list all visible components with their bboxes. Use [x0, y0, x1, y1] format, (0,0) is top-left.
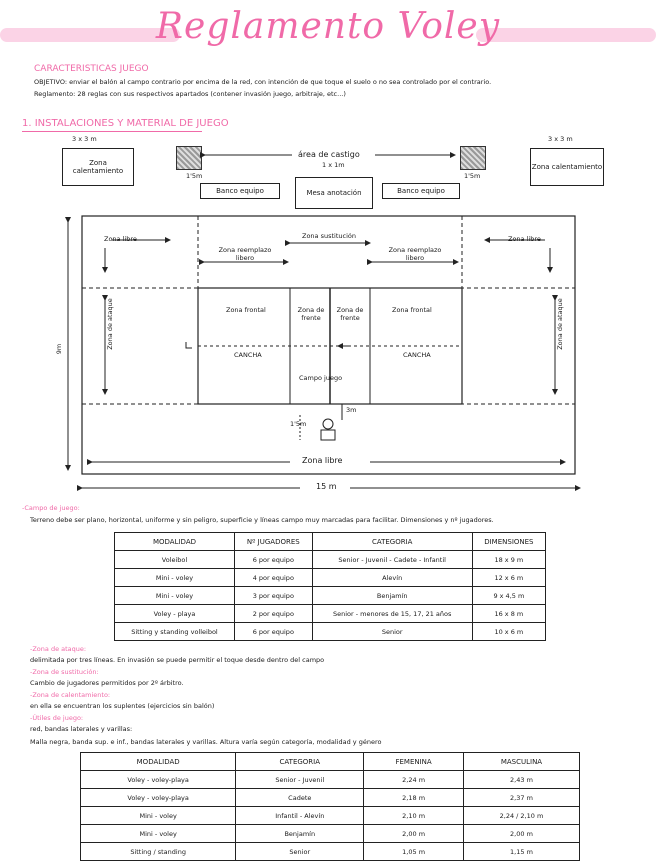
objetivo-text: OBJETIVO: enviar el balón al campo contrario por encima de la red, con intención de que toque el suelo o no sea controlado por el contrario.	[34, 78, 492, 86]
zona-de-ataque-right: Zona de ataque	[555, 298, 564, 350]
table-cell: Voley - voley-playa	[81, 789, 236, 807]
table-row	[115, 623, 546, 641]
table-cell: 18 x 9 m	[472, 551, 545, 569]
red-text: Malla negra, banda sup. e inf., bandas laterales y varillas. Altura varía según categoría, modalidad y género	[30, 738, 382, 746]
zona-libre-tr: Zona libre	[508, 235, 541, 243]
table-cell: 2,37 m	[463, 789, 579, 807]
zona-libre-tl: Zona libre	[104, 235, 137, 243]
section1-heading: 1. INSTALACIONES Y MATERIAL DE JUEGO	[22, 118, 229, 129]
zona-sustitucion-label: Zona sustitución	[302, 232, 356, 240]
zona-libre-bottom: Zona libre	[302, 456, 343, 465]
cancha-right: CANCHA	[403, 351, 431, 359]
zona-calentamiento-size-right: 3 x 3 m	[548, 135, 573, 143]
zona-calentamiento-left: Zona calentamiento	[62, 148, 134, 186]
zona-calentamiento-size-left: 3 x 3 m	[72, 135, 97, 143]
table2-header: MASCULINA	[463, 753, 579, 771]
table-cell: 2,00 m	[463, 825, 579, 843]
zona-calentamiento-right: Zona calentamiento	[530, 148, 604, 186]
reglamento-text: Reglamento: 28 reglas con sus respectivos apartados (contener invasión juego, arbitraje, etc...)	[34, 90, 346, 98]
zona-calentamiento-heading: -Zona de calentamiento:	[30, 691, 111, 699]
table-cell: 1,05 m	[364, 843, 464, 861]
table-cell: Voley - voley-playa	[81, 771, 236, 789]
table2-header: FEMENINA	[364, 753, 464, 771]
table2-header: MODALIDAD	[81, 753, 236, 771]
area-castigo-size: 1 x 1m	[322, 161, 345, 169]
table-cell: Voleibol	[115, 551, 235, 569]
table-cell: 4 por equipo	[235, 569, 313, 587]
utiles-juego-text: red, bandas laterales y varillas:	[30, 725, 133, 733]
campo-juego-text: Terreno debe ser plano, horizontal, uniforme y sin peligro, superficie y líneas campo muy marcadas para facilitar. Dimensiones y nº jugadores.	[30, 516, 494, 524]
table-cell: Alevín	[312, 569, 472, 587]
table-cell: 2,18 m	[364, 789, 464, 807]
table-cell: 2,00 m	[364, 825, 464, 843]
table-cell: Benjamín	[236, 825, 364, 843]
zona-ataque-label: -Zona de ataque:	[30, 645, 87, 653]
zona-de-frente-right: Zona de frente	[336, 306, 364, 322]
zona-reemplazo-right: Zona reemplazo libero	[388, 246, 442, 262]
cancha-left: CANCHA	[234, 351, 262, 359]
table-cell: Mini - voley	[81, 807, 236, 825]
table-row	[81, 843, 580, 861]
table-cell: Mini - voley	[81, 825, 236, 843]
zona-de-frente-left: Zona de frente	[297, 306, 325, 322]
table-row	[115, 551, 546, 569]
table-row	[81, 807, 580, 825]
table-cell: Senior	[236, 843, 364, 861]
zona-sustitucion-text: Cambio de jugadores permitidos por 2º árbitro.	[30, 679, 184, 687]
caracteristicas-heading: CARACTERISTICAS JUEGO	[34, 64, 149, 74]
table1-header: CATEGORIA	[312, 533, 472, 551]
table1-header: Nº JUGADORES	[235, 533, 313, 551]
table-cell: Mini - voley	[115, 587, 235, 605]
table-cell: Senior	[312, 623, 472, 641]
table-row	[81, 771, 580, 789]
zona-calentamiento-text: en ella se encuentran los suplentes (ejercicios sin balón)	[30, 702, 215, 710]
table-row	[115, 569, 546, 587]
table-cell: 2,43 m	[463, 771, 579, 789]
table-cell: 2,24 / 2,10 m	[463, 807, 579, 825]
table-cell: 12 x 6 m	[472, 569, 545, 587]
table-row	[115, 605, 546, 623]
zona-reemplazo-left: Zona reemplazo libero	[218, 246, 272, 262]
table-cell: Sitting / standing	[81, 843, 236, 861]
area-castigo-label: área de castigo	[298, 150, 360, 159]
table-cell: 2,24 m	[364, 771, 464, 789]
table-modalidades	[114, 532, 546, 641]
zona-frontal-right: Zona frontal	[392, 306, 432, 314]
dist-1-5m: 1'5m	[290, 420, 307, 428]
table-cell: 16 x 8 m	[472, 605, 545, 623]
table-row	[115, 587, 546, 605]
table-cell: Voley - playa	[115, 605, 235, 623]
mesa-anotacion: Mesa anotación	[295, 177, 373, 209]
dist-3m: 3m	[346, 406, 357, 414]
table-cell: Benjamín	[312, 587, 472, 605]
table-cell: Senior - Juvenil	[236, 771, 364, 789]
table-cell: Cadete	[236, 789, 364, 807]
zona-frontal-left: Zona frontal	[226, 306, 266, 314]
table-cell: Senior - menores de 15, 17, 21 años	[312, 605, 472, 623]
table1-header: MODALIDAD	[115, 533, 235, 551]
zona-ataque-text: delimitada por tres líneas. En invasión se puede permitir el toque desde dentro del campo	[30, 656, 325, 664]
page-title: Reglamento Voley	[155, 6, 501, 47]
dim-9m: 9m	[55, 343, 64, 355]
banco-equipo-left: Banco equipo	[200, 183, 280, 199]
table-cell: 2 por equipo	[235, 605, 313, 623]
banco-equipo-right: Banco equipo	[382, 183, 460, 199]
table2-header: CATEGORIA	[236, 753, 364, 771]
zona-sustitucion-heading: -Zona de sustitución:	[30, 668, 99, 676]
table-row	[81, 825, 580, 843]
table-cell: 10 x 6 m	[472, 623, 545, 641]
table-cell: 2,10 m	[364, 807, 464, 825]
table1-header: DIMENSIONES	[472, 533, 545, 551]
table-alturas	[80, 752, 580, 861]
dist-left: 1'5m	[186, 172, 203, 180]
table-cell: Mini - voley	[115, 569, 235, 587]
table-cell: 3 por equipo	[235, 587, 313, 605]
table-cell: 6 por equipo	[235, 623, 313, 641]
campo-juego-label: Campo juego	[299, 374, 343, 382]
table-cell: 9 x 4,5 m	[472, 587, 545, 605]
table-row	[81, 789, 580, 807]
table-cell: 6 por equipo	[235, 551, 313, 569]
zona-de-ataque-left: Zona de ataque	[105, 298, 114, 350]
campo-juego-heading: -Campo de juego:	[22, 504, 80, 512]
table-cell: Senior - Juvenil - Cadete - Infantil	[312, 551, 472, 569]
table-cell: 1,15 m	[463, 843, 579, 861]
table-cell: Infantil - Alevín	[236, 807, 364, 825]
utiles-juego-heading: -Útiles de juego:	[30, 714, 84, 722]
dist-right: 1'5m	[464, 172, 481, 180]
table-cell: Sitting y standing volleibol	[115, 623, 235, 641]
dim-15m: 15 m	[316, 482, 337, 491]
